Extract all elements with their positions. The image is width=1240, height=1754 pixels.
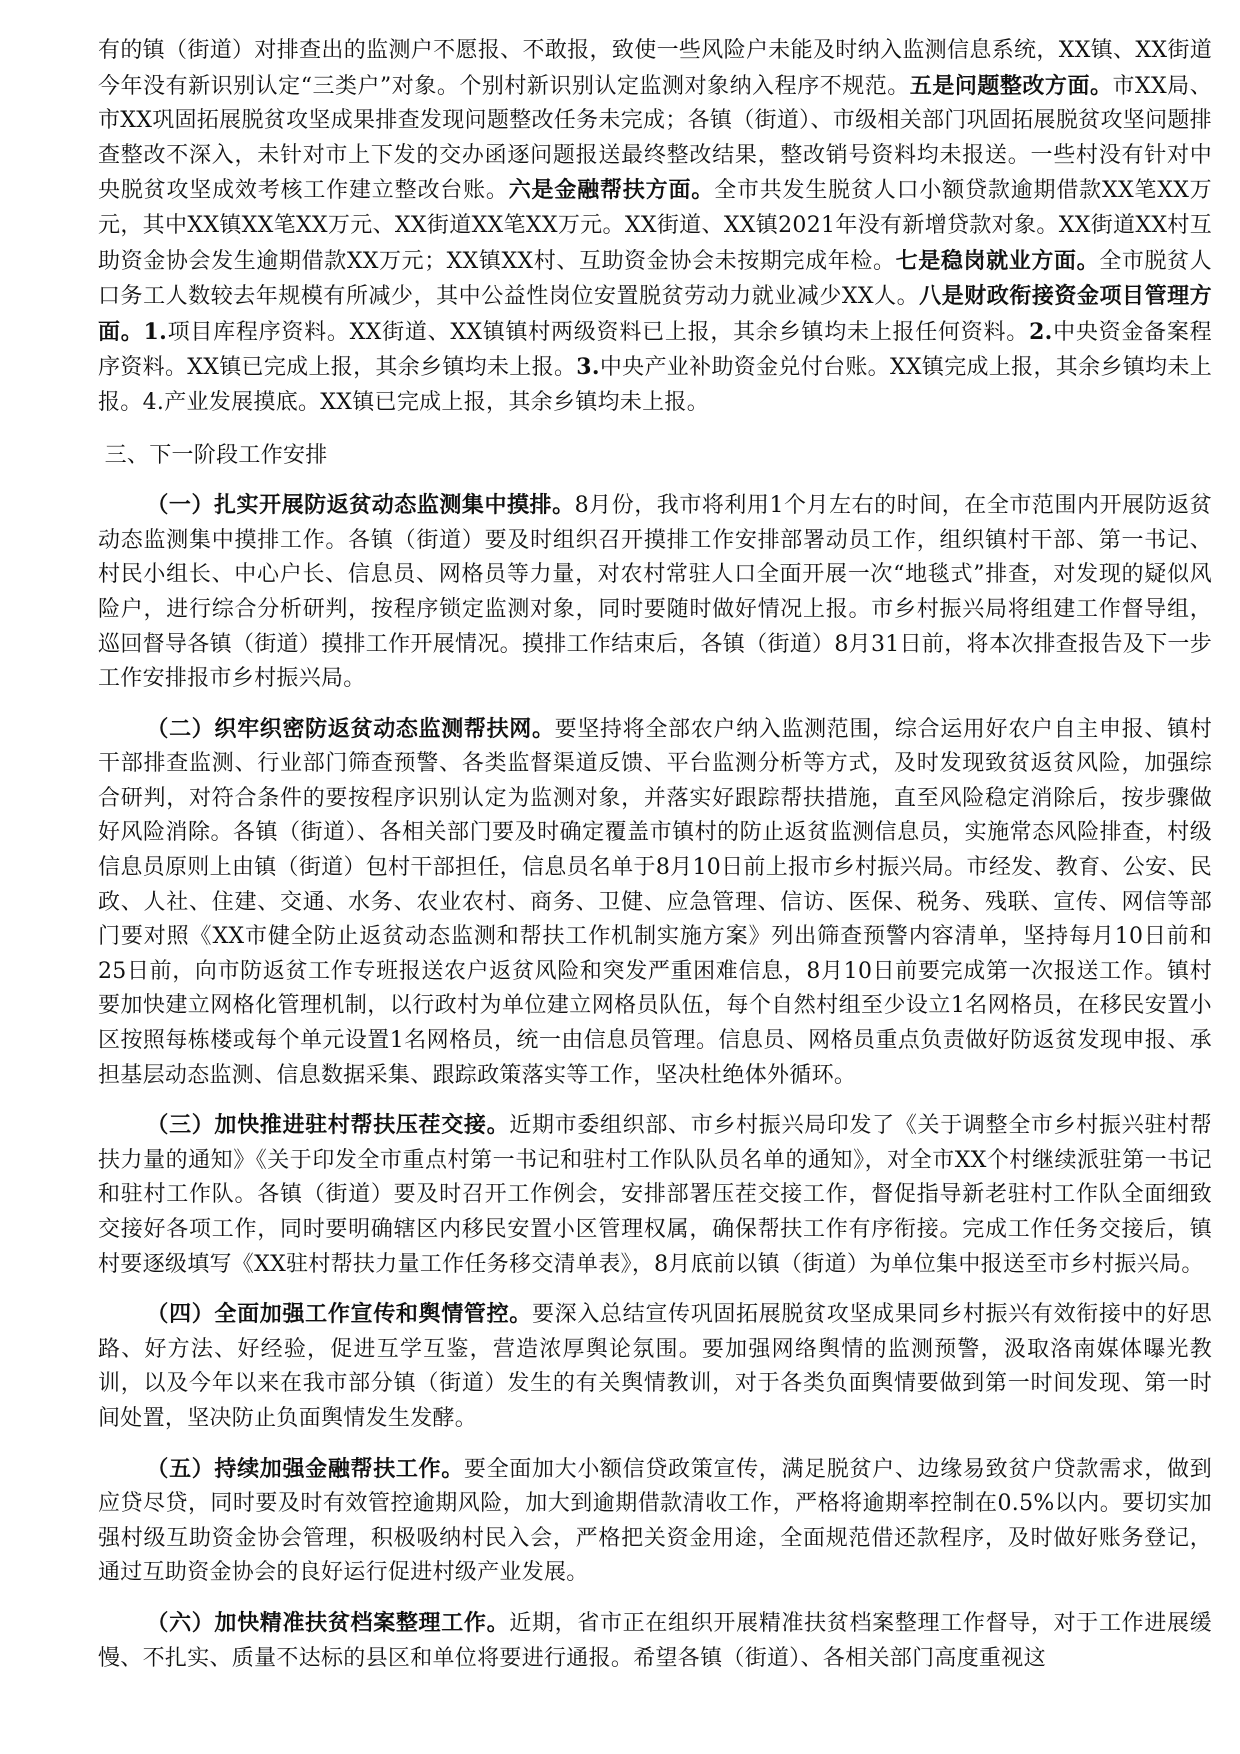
bold-run: 八是财政衔接资金项目管理方面。	[98, 283, 1212, 345]
paragraph-item-2	[98, 712, 1212, 1094]
item-heading: （一）扎实开展防返贫动态监测集中摸排。	[146, 492, 575, 519]
bold-run: 六是金融帮扶方面。	[508, 177, 715, 204]
item-heading: （二）织牢织密防返贫动态监测帮扶网。	[146, 715, 555, 742]
item-body: 8月份，我市将利用1个月左右的时间，在全市范围内开展防返贫动态监测集中摸排工作。各镇（街道）要及时组织召开摸排工作安排部署动员工作，组织镇村干部、第一书记、村民小组长、中心户长、信息员、网格员等力量，对农村常驻人口全面开展一次“地毯式”排查，对发现的疑似风险户，进行综合分析研判，按程序锁定监测对象，同时要随时做好情况上报。市乡村振兴局将组建工作督导组，巡回督导各镇（街道）摸排工作开展情况。摸排工作结束后，各镇（街道）8月31日前，将本次排查报告及下一步工作安排报市乡村振兴局。	[98, 493, 1212, 692]
item-heading: （四）全面加强工作宣传和舆情管控。	[146, 1301, 532, 1328]
paragraph-item-1	[98, 488, 1212, 697]
text-run: 全市共发生脱贫人口小额贷款逾期借款XX笔XX万元，其中XX镇XX笔XX万元、XX街道XX笔XX万元。XX街道、XX镇2021年没有新增贷款对象。XX街道XX村互助资金协会发生逾期借款XX万元；XX镇XX村、互助资金协会未按期完成年检。	[98, 178, 1212, 274]
paragraph-item-3	[98, 1108, 1212, 1282]
text-run: 中央产业补助资金兑付台账。XX镇完成上报，其余乡镇均未上报。4.产业发展摸底。XX镇已完成上报，其余乡镇均未上报。	[98, 355, 1212, 415]
item-body: 要全面加大小额信贷政策宣传，满足脱贫户、边缘易致贫户贷款需求，做到应贷尽贷，同时要及时有效管控逾期风险，加大到逾期借款清收工作，严格将逾期率控制在0.5%以内。要切实加强村级互助资金协会管理，积极吸纳村民入会，严格把关资金用途，全面规范借还款程序，及时做好账务登记，通过互助资金协会的良好运行促进村级产业发展。	[98, 1456, 1212, 1586]
bold-run: 七是稳岗就业方面。	[895, 247, 1100, 274]
item-body: 近期市委组织部、市乡村振兴局印发了《关于调整全市乡村振兴驻村帮扶力量的通知》《关于印发全市重点村第一书记和驻村工作队队员名单的通知》，对全市XX个村继续派驻第一书记和驻村工作队。各镇（街道）要及时召开工作例会，安排部署压茬交接工作，督促指导新老驻村工作队全面细致交接好各项工作，同时要明确辖区内移民安置小区管理权属，确保帮扶工作有序衔接。完成工作任务交接后，镇村要逐级填写《XX驻村帮扶力量工作任务移交清单表》，8月底前以镇（街道）为单位集中报送至市乡村振兴局。	[98, 1113, 1212, 1277]
bold-run: 3.	[576, 354, 600, 381]
bold-run: 2.	[1029, 318, 1053, 345]
text-run: 中央资金备案程序资料。XX镇已完成上报，其余乡镇均未上报。	[98, 319, 1212, 381]
item-heading: （五）持续加强金融帮扶工作。	[146, 1455, 464, 1482]
item-body: 要深入总结宣传巩固拓展脱贫攻坚成果同乡村振兴有效衔接中的好思路、好方法、好经验，促进互学互鉴，营造浓厚舆论氛围。要加强网络舆情的监测预警，汲取洛南媒体曝光教训，以及今年以来在我市部分镇（街道）发生的有关舆情教训，对于各类负面舆情要做到第一时间发现、第一时间处置，坚决防止负面舆情发生发酵。	[98, 1302, 1212, 1431]
item-heading: （六）加快精准扶贫档案整理工作。	[146, 1609, 510, 1636]
bold-run: 1.	[143, 318, 168, 345]
paragraph-item-6	[98, 1606, 1212, 1676]
bold-run: 五是问题整改方面。	[909, 72, 1113, 99]
text-run: 项目库程序资料。XX街道、XX镇镇村两级资料已上报，其余乡镇均未上报任何资料。	[167, 319, 1030, 345]
item-heading: （三）加快推进驻村帮扶压茬交接。	[146, 1112, 510, 1139]
paragraph-item-4	[98, 1297, 1212, 1436]
item-body: 近期，省市正在组织开展精准扶贫档案整理工作督导，对于工作进展缓慢、不扎实、质量不达标的县区和单位将要进行通报。希望各镇（街道）、各相关部门高度重视这	[98, 1610, 1212, 1671]
item-body: 要坚持将全部农户纳入监测范围，综合运用好农户自主申报、镇村干部排查监测、行业部门筛查预警、各类监督渠道反馈、平台监测分析等方式，及时发现致贫返贫风险，加强综合研判，对符合条件的要按程序识别认定为监测对象，并落实好跟踪帮扶措施，直至风险稳定消除后，按步骤做好风险消除。各镇（街道）、各相关部门要及时确定覆盖市镇村的防止返贫监测信息员，实施常态风险排查，村级信息员原则上由镇（街道）包村干部担任，信息员名单于8月10日前上报市乡村振兴局。市经发、教育、公安、民政、人社、住建、交通、水务、农业农村、商务、卫健、应急管理、信访、医保、税务、残联、宣传、网信等部门要对照《XX市健全防止返贫动态监测和帮扶工作机制实施方案》列出筛查预警内容清单，坚持每月10日前和25日前，向市防返贫工作专班报送农户返贫风险和突发严重困难信息，8月10日前要完成第一次报送工作。镇村要加快建立网格化管理机制，以行政村为单位建立网格员队伍，每个自然村组至少设立1名网格员，在移民安置小区按照每栋楼或每个单元设置1名网格员，统一由信息员管理。信息员、网格员重点负责做好防返贫发现申报、承担基层动态监测、信息数据采集、跟踪政策落实等工作，坚决杜绝体外循环。	[98, 716, 1212, 1088]
text-run: 全市脱贫人口务工人数较去年规模有所减少，其中公益性岗位安置脱贫劳动力就业减少XX人。	[98, 248, 1212, 310]
text-run: 有的镇（街道）对排查出的监测户不愿报、不敢报，致使一些风险户未能及时纳入监测信息系统，XX镇、XX街道今年没有新识别认定“三类户”对象。个别村新识别认定监测对象纳入程序不规范。	[98, 38, 1212, 99]
text-run: 市XX局、市XX巩固拓展脱贫攻坚成果排查发现问题整改任务未完成；各镇（街道）、市级相关部门巩固拓展脱贫攻坚问题排查整改不深入，未针对市上下发的交办函逐问题报送最终整改结果，整改销号资料均未报送。一些村没有针对中央脱贫攻坚成效考核工作建立整改台账。	[98, 73, 1212, 204]
section-heading: 三、下一阶段工作安排	[104, 442, 328, 468]
paragraph-item-5	[98, 1452, 1212, 1591]
paragraph-findings	[98, 34, 1212, 421]
